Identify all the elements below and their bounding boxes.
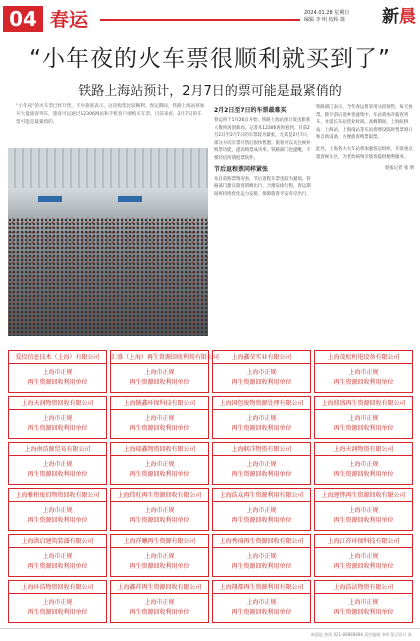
column-body: 铁路部门表示，今年春运将采用分段预售，每天放票。除夕前后返乡客流集中，车站将加开临客列车，并延长车站营业时间。高峰期间，上海虹桥站、上海站、上海南站等车站将增设临时售票窗口和自助设备，方便旅客购票取票。 xyxy=(316,105,413,141)
ad-notice-text: 上海市正规 再生资源回收利用单位 xyxy=(27,369,88,386)
ad-notice-text: 上海市正规 再生资源回收利用单位 xyxy=(231,553,292,570)
ad-company-name: 上海茂松机电设备有限公司 xyxy=(315,352,412,364)
ad-notice-text: 上海市正规 再生资源回收利用单位 xyxy=(129,369,190,386)
ad-notice-text: 上海市正规 再生资源回收利用单位 xyxy=(231,599,292,616)
ad-company-name: 汇盛（上海）再生资源回收利用有限公司 xyxy=(111,352,208,364)
page-number: 04 xyxy=(3,6,43,32)
ad-notice-text: 上海市正规 再生资源回收利用单位 xyxy=(27,507,88,524)
ad-company-name: 上海联洋物资有限公司 xyxy=(213,444,310,456)
ad-notice-text: 上海市正规 再生资源回收利用单位 xyxy=(27,553,88,570)
header-rule xyxy=(100,19,300,21)
article-column xyxy=(316,104,414,173)
ad-company-name: 上海铖鑫环保科技有限公司 xyxy=(111,398,208,410)
page-header xyxy=(0,0,420,40)
notice-ad xyxy=(110,534,209,577)
ad-company-name: 上海南浩源贸易有限公司 xyxy=(9,444,106,456)
ad-notice-text: 上海市正规 再生资源回收利用单位 xyxy=(333,599,394,616)
ad-company-name: 上海天润物资有限公司 xyxy=(315,444,412,456)
headline: “小年夜的火车票很顺利就买到了” xyxy=(29,46,391,72)
ad-notice-text: 上海市正规 再生资源回收利用单位 xyxy=(231,507,292,524)
ad-notice-text: 上海市正规 再生资源回收利用单位 xyxy=(231,369,292,386)
ad-notice-text: 上海市正规 再生资源回收利用单位 xyxy=(129,461,190,478)
page-footer: 新晨报 热线 021-88888888 责任编辑 李明 版式设计 陈 xyxy=(0,628,420,640)
ad-company-name: 上海洪启建筑装潢有限公司 xyxy=(9,536,106,548)
date-line: 2024.01.28 星期日 xyxy=(304,10,350,16)
ad-notice-text: 上海市正规 再生资源回收利用单位 xyxy=(231,461,292,478)
ad-company-name: 上海环浩物资回收有限公司 xyxy=(9,582,106,594)
notice-ad xyxy=(212,580,311,623)
notice-ad xyxy=(314,488,413,531)
ad-notice-text: 上海市正规 再生资源回收利用单位 xyxy=(333,369,394,386)
notice-ad xyxy=(110,580,209,623)
notice-ad xyxy=(110,350,220,393)
newspaper-logo xyxy=(382,2,416,27)
logo-main: 新 xyxy=(382,7,399,27)
column-body: 春运将于1月26日开始，铁路上海站预计发送旅客人数将再创新高。记者从12306查询看到，目前2月2日至2月7日的车票较为紧张，尤其是2月7日，部分方向车票开售后很快售罄。旅客可以关注候补购票功能，提高购票成功率。铁路部门也提醒，不要轻信所谓抢票软件。 xyxy=(214,118,312,161)
ad-notice-text: 上海市正规 再生资源回收利用单位 xyxy=(231,415,292,432)
column-heading: 2月2日至7日的车票最难买 xyxy=(214,107,287,114)
notice-ad xyxy=(212,488,311,531)
notice-ad xyxy=(8,580,107,623)
article-column xyxy=(214,104,312,198)
ad-notice-text: 上海市正规 再生资源回收利用单位 xyxy=(129,415,190,432)
notice-ad xyxy=(314,442,413,485)
notice-ad xyxy=(212,396,311,439)
ad-company-name: 上海天润物资回收有限公司 xyxy=(9,398,106,410)
notice-ad xyxy=(8,350,107,393)
photo-sign xyxy=(38,196,62,202)
notice-ad xyxy=(8,534,107,577)
ad-notice-text: 上海市正规 再生资源回收利用单位 xyxy=(129,599,190,616)
ad-notice-text: 上海市正规 再生资源回收利用单位 xyxy=(27,599,88,616)
ad-company-name: 上海雅桁废旧物资回收有限公司 xyxy=(9,490,106,502)
notice-ad xyxy=(110,488,209,531)
ad-company-name: 上海鼎盛再生资源回收有限公司 xyxy=(315,398,412,410)
subhead: 铁路上海站预计，2月7日的票可能是最紧俏的 xyxy=(78,84,342,99)
column-body: 从目前购票情况看，节后返程车票也较为紧俏。铁路部门建议旅客错峰出行，合理安排行程。春运期间将持续优化运力安排，保障旅客平安有序出行。 xyxy=(214,176,311,197)
column-body: 此外，上海各大火车站将加强客运组织，开辟重点旅客候车区，为老幼病残孕旅客提供便利服务。 xyxy=(316,146,413,160)
ad-company-name: 上海浩法物资有限公司 xyxy=(315,582,412,594)
notice-ad xyxy=(212,350,311,393)
ad-company-name: 上海翔都再生资源利用有限公司 xyxy=(213,582,310,594)
logo-accent: 晨 xyxy=(399,7,416,27)
notice-ads-grid xyxy=(8,350,414,625)
photo-roof xyxy=(8,148,208,188)
ad-company-name: 上海瑞鑫物资回收有限公司 xyxy=(111,444,208,456)
editor-line: 编辑 李 明 校检 陈 xyxy=(304,17,346,23)
ad-notice-text: 上海市正规 再生资源回收利用单位 xyxy=(129,507,190,524)
ad-notice-text: 上海市正规 再生资源回收利用单位 xyxy=(333,553,394,570)
notice-ad xyxy=(8,396,107,439)
ad-notice-text: 上海市正规 再生资源回收利用单位 xyxy=(129,553,190,570)
ad-company-name: 上海国包废物资源处理有限公司 xyxy=(213,398,310,410)
ad-company-name: 上海秀琦再生资源回收有限公司 xyxy=(213,536,310,548)
photo-crowd xyxy=(8,218,208,336)
ad-company-name: 上海江祥环保科技有限公司 xyxy=(315,536,412,548)
notice-ad xyxy=(8,442,107,485)
ad-company-name: 上海鑫祥再生资源回收有限公司 xyxy=(111,582,208,594)
ad-company-name: 爱投信息技术（上海）有限公司 xyxy=(9,352,106,364)
notice-ad xyxy=(110,396,209,439)
notice-ad xyxy=(110,442,209,485)
lead-paragraph: “小年夜”的火车票已经开售，不少旅客表示，这次购票比较顺利。春运期间，铁路上海站将加开大量旅客列车，旅客可以通过12306网站和手机客户端购买车票。目前来看，2月7日的车票可能是最紧俏的。 xyxy=(16,104,205,125)
ad-notice-text: 上海市正规 再生资源回收利用单位 xyxy=(333,507,394,524)
byline: 晨报记者 张 明 xyxy=(384,166,414,172)
ad-company-name: 上海浩众再生资源利用有限公司 xyxy=(213,490,310,502)
ad-notice-text: 上海市正规 再生资源回收利用单位 xyxy=(27,461,88,478)
section-title: 春运 xyxy=(50,9,89,31)
column-heading: 节后返程票同样紧张 xyxy=(214,165,269,173)
station-crowd-photo xyxy=(8,148,208,336)
notice-ad xyxy=(212,442,311,485)
notice-ad xyxy=(314,396,413,439)
notice-ad xyxy=(8,488,107,531)
notice-ad xyxy=(314,350,413,393)
date-block xyxy=(304,10,364,24)
ad-notice-text: 上海市正规 再生资源回收利用单位 xyxy=(333,461,394,478)
photo-sign xyxy=(118,196,142,202)
ad-company-name: 上海伟旺再生资源回收有限公司 xyxy=(111,490,208,502)
ad-notice-text: 上海市正规 再生资源回收利用单位 xyxy=(333,415,394,432)
ad-company-name: 上海祥曦再生资源有限公司 xyxy=(111,536,208,548)
ad-company-name: 上海建铧再生资源回收有限公司 xyxy=(315,490,412,502)
ad-company-name: 上海鑫荣实业有限公司 xyxy=(213,352,310,364)
notice-ad xyxy=(314,580,413,623)
ad-notice-text: 上海市正规 再生资源回收利用单位 xyxy=(27,415,88,432)
notice-ad xyxy=(314,534,413,577)
notice-ad xyxy=(212,534,311,577)
